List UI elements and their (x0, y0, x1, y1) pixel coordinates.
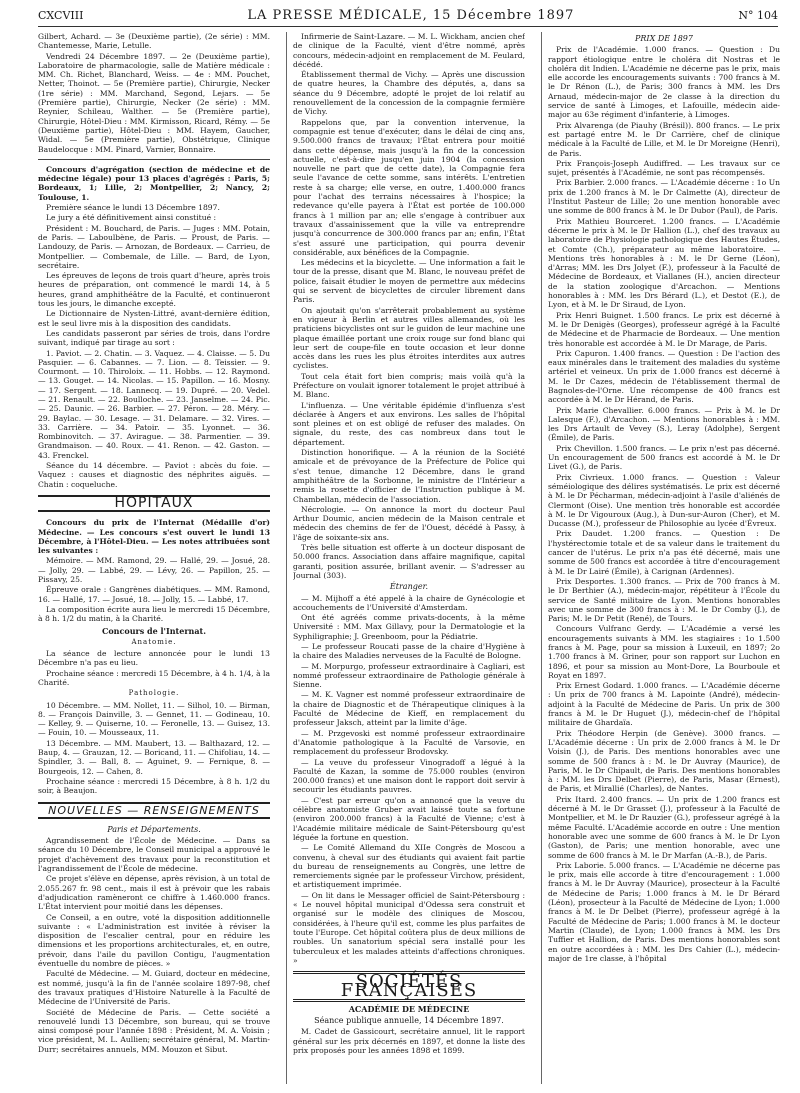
paragraph: — Le professeur Roucati passe de la chaire d'Hygiène à la chaire des Maladies nerveuses de la Faculté de Bologne. (293, 642, 525, 661)
paragraph: Prix Ernest Godard. 1.000 francs. — L'Académie décerne : Un prix de 700 francs à M. Lapointe (André), médecin-adjoint à la Faculté de Médecine de Paris. Un prix de 300 francs à M. le Dr Huguet (J.), médecin-chef de l'hôpital militaire de Ghardaïa. (548, 681, 780, 728)
paragraph: La séance de lecture annoncée pour le lundi 13 Décembre n'a pas eu lieu. (38, 649, 270, 668)
paragraph: — M. Morpurgo, professeur extraordinaire à Cagliari, est nommé professeur extraordinaire de Pathologie générale à Sienne. (293, 661, 525, 690)
paragraph: Prochaine séance : mercredi 15 Décembre, à 8 h. 1/2 du soir, à Beaujon. (38, 776, 270, 796)
subsection-heading: Concours de l'Internat. (101, 625, 207, 636)
paragraph: Prix Itard. 2.400 francs. — Un prix de 1.200 francs est décerné à M. le Dr Grasset (J.), professeur à la Faculté de Montpellier, et M. le Dr Rauzier (G.), professeur agrégé à la même Faculté. L'Académie accorde en outre : Une mention honorable avec une somme de 600 francs à M. le Dr Lyon (Gaston), de Paris; une mention honorable, avec une somme de 600 francs à M. le Dr Marfan (A.-B.), de Paris. (548, 794, 780, 860)
paragraph: Prix Marie Chevallier. 6.000 francs. — Prix à M. le Dr Lalesque (F.), d'Arcachon. — Mentions honorables à : MM. les Drs Artault de Vevey (S.), Leray (Adolphe), Sergent (Émile), de Paris. (548, 405, 780, 443)
paragraph: Ce projet s'élève en dépense, après révision, à un total de 2.055.267 fr. 98 cent., mais il est à prévoir que les rabais d'adjudication ramèneront ce chiffre à 1.460.000 francs. L'État intervient pour moitié dans les dépenses. (38, 874, 270, 912)
subsection-heading: PRIX DE 1897 (635, 34, 693, 43)
paragraph: Prix Daudet. 1.200 francs. — Question : De l'hystérectomie totale et de sa valeur dans le traitement du cancer de l'utérus. Le prix n'a pas été décerné, mais une somme de 500 francs est accordée à titre d'encouragement à M. le Dr Lairé (Émile), à Carignan (Ardennes). (548, 529, 780, 576)
paragraph: 10 Décembre. — MM. Nollet, 11. — Silhol, 10. — Birman, 8. — François Dainville, 3. — Gennet, 11. — Godineau, 10. — Kelley, 9. — Quiserne, 10. — Feronelle, 13. — Guisez, 13. — Fouin, 10. — Mousseaux, 11. (38, 700, 270, 738)
paragraph: Nécrologie. — On annonce la mort du docteur Paul Arthur Doumic, ancien médecin de la Maison centrale et médecin des chemins de fer de l'Ouest, décédé à Passy, à l'âge de soixante-six ans. (293, 504, 525, 542)
paragraph: 1. Paviot. — 2. Chatin. — 3. Vaquez. — 4. Claisse. — 5. Du Pasquier. — 6. Cabannes. — 7. Lion. — 8. Teissier. — 9. Courmont. — 10. Thiroloix. — 11. Hobbs. — 12. Raymond. — 13. Gouget. — 14. Nicolas. — 15. Papillon. — 16. Mosny. — 17. Sergent. — 18. Lannecq. — 19. Dupré. — 20. Vedel. — 21. Renault. — 22. Boulloche. — 23. Janselme. — 24. Pic. — 25. Daunic. — 26. Barbier. — 27. Péron. — 28. Méry. — 29. Baylac. — 30. Lesage. — 31. Delamare. — 32. Vires. — 33. Carrière. — 34. Patoir. — 35. Lyonnet. — 36. Rombinovitch. — 37. Avirague. — 38. Parmentier. — 39. Grandmaison. — 40. Roux. — 41. Renon. — 42. Gaston. — 43. Frenckel. (38, 348, 270, 460)
paragraph: M. Cadet de Gassicourt, secrétaire annuel, lit le rapport général sur les prix décernés en 1897, et donne la liste des prix proposés pour les années 1898 et 1899. (293, 1027, 525, 1055)
paragraph: Prix Mathieu Bourceret. 1.200 francs. — L'Académie décerne le prix à M. le Dr Hallion (L.), chef des travaux au laboratoire de Physiologie pathologique des Hautes Études, et Comte (Ch.), préparateur au même laboratoire. — Mentions très honorables à : M. le Dr Gerne (Léon), d'Arras; MM. les Drs Jolyet (F.), professeur à la Faculté de Médecine de Bordeaux, et Viallanes (H.), ancien directeur de la station zoologique d'Arcachon. — Mentions honorables à : MM. les Drs Bérard (L.), et Destot (E.), de Lyon, et à M. le Dr Siraud, de Lyon. (548, 216, 780, 310)
paragraph: Ce Conseil, a en outre, voté la disposition additionnelle suivante : « L'administration est invitée à réviser la disposition de l'escalier central, pour en réduire les dimensions et les proportions architecturales, et, en outre, prévoir, dans l'aile du pavillon Contigu, l'augmentation éventuelle du nombre de pièces. » (38, 912, 270, 969)
paragraph: Le Dictionnaire de Nysten-Littré, avant-dernière édition, est le seul livre mis à la disposition des candidats. (38, 309, 270, 328)
paragraph: Faculté de Médecine. — M. Guiard, docteur en médecine, est nommé, jusqu'à la fin de l'année scolaire 1897-98, chef des travaux pratiques d'Histoire Naturelle à la Faculté de Médecine de l'Université de Paris. (38, 969, 270, 1007)
divider (38, 159, 270, 160)
paragraph: — M. Przgevoski est nommé professeur extraordinaire d'Anatomie pathologique à la Faculté de Varsovie, en remplacement du professeur Brodovsky. (293, 728, 525, 757)
paragraph: Les épreuves de leçons de trois quart d'heure, après trois heures de préparation, ont commencé le mardi 14, à 5 heures, grand amphithéâtre de la Faculté, et continueront tous les jours, le dimanche excepté. (38, 271, 270, 309)
subsection-heading: Étranger. (389, 582, 429, 592)
paragraph: Première séance le lundi 13 Décembre 1897. (46, 203, 220, 213)
paragraph: Concours Vulfranc Gerdy. — L'Académie a versé les encouragements suivants à MM. les stagiaires : 1o 1.500 francs à M. Page, pour sa mission à Luxeuil, en 1897; 2o 1.700 francs à M. Griner, pour son rapport sur Luchon en 1896, et pour sa mission au Mont-Dore, La Bourboule et Royat en 1897. (548, 624, 780, 680)
paragraph: 13 Décembre. — MM. Maubert, 13. — Balthazard, 12. — Baup, 4. — Grauzan, 12. — Boricand, 11. — Chifoliau, 14. — Spindler, 3. — Ball, 8. — Aguinet, 9. — Fernique, 8. — Bourgeois, 12. — Cahen, 8. (38, 738, 270, 776)
paragraph: L'influenza. — Une véritable épidémie d'influenza s'est déclarée à Angers et aux environs. Les salles de l'hôpital sont pleines et on est obligé de refuser des malades. On signale, du reste, des cas nombreux dans tout le département. (293, 400, 525, 447)
paragraph: Prix Alvarenga (de Piauhy (Brésil)). 800 francs. — Le prix est partagé entre M. le Dr Carrière, chef de clinique médicale à la Faculté de Lille, et M. le Dr Moreigne (Henri), de Paris. (548, 120, 780, 158)
paragraph: Ont été agréés comme privats-docents, à la même Université : MM. Max Gillavy, pour la Dermatologie et la Syphiligraphie; J. Greenboom, pour la Pédiatrie. (293, 613, 525, 641)
column-divider (541, 32, 542, 1084)
paragraph: La composition écrite aura lieu le mercredi 15 Décembre, à 8 h. 1/2 du matin, à la Charité. (38, 604, 270, 624)
paragraph: On ajoutait qu'on s'arrêterait probablement au système en vigueur à Berlin et autres villes allemandes, où les praticiens bicyclistes ont sur le guidon de leur machine une plaque émaillée portant une croix rouge sur fond blanc qui leur sert de coupe-file en toute occasion et leur donne accès dans les rues les plus étroites interdites aux autres cyclistes. (293, 305, 525, 371)
paragraph: Distinction honorifique. — A la réunion de la Société amicale et de prévoyance de la Préfecture de Police qui s'est tenue, dimanche 12 Décembre, dans le grand amphithéâtre de la Sorbonne, le ministre de l'Intérieur a remis la rosette d'officier de l'Instruction publique à M. Chambellan, médecin de l'association. (293, 448, 525, 504)
section-heading: Concours du prix de l'Internat (Médaille d'or) Médecine. — Les concours s'est ouvert le lundi 13 Décembre, à l'Hôtel-Dieu. — Les notes attribuées sont les suivantes : (38, 518, 270, 556)
session-line: Séance publique annuelle, 14 Décembre 1897. (314, 1015, 504, 1025)
column-3 (548, 32, 780, 1082)
paragraph: Vendredi 24 Décembre 1897. — 2e (Deuxième partie), Laboratoire de pharmacologie, salle de Matière médicale : MM. Ch. Richet, Blanchard, Weiss. — 4e : MM. Pouchet, Netter, Thoinot. — 5e (Première partie), Chirurgie, Necker (1re série) : MM. Marchand, Segond, Lejars. — 5e (Première partie), Chirurgie, Necker (2e série) : MM. Reynier, Schileau, Walther. — 5e (Première partie), Chirurgie, Hôtel-Dieu : MM. Kirmisson, Ricard, Rémy. — 5e (Deuxième partie), Hôtel-Dieu : MM. Hayem, Gaucher, Widal. — 5e (Première partie), Obstétrique, Clinique Baudelocque : MM. Pinard, Varnier, Bonnaire. (38, 51, 270, 154)
column-divider (286, 32, 287, 1084)
paragraph: Société de Médecine de Paris. — Cette société a renouvelé lundi 13 Décembre, son bureau, qui se trouve ainsi composé pour l'année 1898 : Président, M. A. Voisin ; vice président, M. L. Aullien; secrétaire général, M. Martin-Durr; secrétaires annuels, MM. Mouzon et Sibut. (38, 1007, 270, 1054)
paragraph: — On lit dans le Messager officiel de Saint-Pétersbourg : « Le nouvel hôpital municipal d'Odessa sera construit et organisé sur le modèle des cliniques de Moscou, considérées, à l'heure qu'il est, comme les plus parfaites de toute l'Europe. Cet hôpital coûtera plus de deux millions de roubles. Un sanatorium spécial sera installé pour les tuberculeux et les malades atteints d'affections chroniques. » (293, 890, 525, 965)
paragraph: Les candidats passeront par séries de trois, dans l'ordre suivant, indiqué par tirage au sort : (38, 328, 270, 348)
paragraph: Prix Desportes. 1.300 francs. — Prix de 700 francs à M. le Dr Berthier (A.), médecin-major, répétiteur à l'École du service de Santé militaire de Lyon. Mentions honorables avec une somme de 300 francs à : M. le Dr Comby (J.), de Paris; M. le Dr Petit (René), de Tours. (548, 576, 780, 624)
paragraph: Rappelons que, par la convention intervenue, la compagnie est tenue d'exécuter, dans le délai de cinq ans, 9.500.000 francs de travaux; l'État entrera pour moitié dans cette dépense, mais jusqu'à la fin de la concession actuelle, c'est-à-dire jusqu'en juin 1904 (la concession nouvelle ne part que de cette date), la Compagnie fera seule l'avance de cette somme, sans intérêts. L'entretien reste à sa charge; elle verse, en outre, 1.400.000 francs pour l'achat des terrains nécessaires à l'hospice; la redevance qu'elle payera à l'État est portée de 100.000 francs à 1 million par an; elle s'engage à contribuer aux travaux d'assainissement que la ville va entreprendre jusqu'à concurrence de 300.000 francs par an; enfin, l'État s'est assuré une participation, qui pourra devenir considérable, aux bénéfices de la Compagnie. (293, 117, 525, 257)
paragraph: Gilbert, Achard. — 3e (Deuxième partie), (2e série) : MM. Chantemesse, Marie, Letulle. (38, 32, 270, 51)
paragraph: Tout cela était fort bien compris; mais voilà qu'à la Préfecture on voulait ignorer totalement le projet attribué à M. Blanc. (293, 371, 525, 400)
subsection-label: Pathologie. (128, 689, 180, 698)
paragraph: Établissement thermal de Vichy. — Après une discussion de quatre heures, la Chambre des députés, a, dans sa séance du 9 Décembre, adopté le projet de loi relatif au renouvellement de la concession de la compagnie fermière de Vichy. (293, 70, 525, 117)
paragraph: Prix Théodore Herpin (de Genève). 3000 francs. — L'Académie décerne : Un prix de 2.000 francs à M. le Dr Voisin (J.), de Paris. Des mentions honorables avec une somme de 500 francs à : M. le Dr Auvray (Maurice), de Paris, M. le Dr Chipault, de Paris. Des mentions honorables à : MM. les Drs Delbet (Pierre), de Paris, Masar (Ernest), de Paris, et Mirallié (Charles), de Nantes. (548, 728, 780, 794)
paragraph: Prix Capuron. 1.400 francs. — Question : De l'action des eaux minérales dans le traitement des maladies du système artériel et veineux. Un prix de 1.000 francs est décerné à M. le Dr Cazes, médecin de l'établissement thermal de Bagnoles-de-l'Orne. Une récompense de 400 francs est accordée à M. le Dr Hérand, de Paris. (548, 348, 780, 405)
column-2 (293, 32, 525, 1082)
paragraph: Président : M. Bouchard, de Paris. — Juges : MM. Potain, de Paris. — Laboulbène, de Paris. — Proust, de Paris. — Landouzy, de Paris. — Arnozan, de Bordeaux. — Carrieu, de Montpellier. — Combemale, de Lille. — Bard, de Lyon, secrétaire. (38, 223, 270, 270)
paragraph: Mémoire. — MM. Ramond, 29. — Hallé, 29. — Josué, 28. — Jolly, 29. — Labbé, 29. — Lévy, 26. — Papillon, 25. — Pissavy, 25. (38, 556, 270, 585)
paragraph: Très belle situation est offerte à un docteur disposant de 50.000 francs. Association dans affaire magnifique, capital garanti, position assurée, brillant avenir. — S'adresser au Journal (303). (293, 543, 525, 580)
paragraph: Séance du 14 décembre. — Paviot : abcès du foie. — Vaquez : causes et diagnostic des néphrites aiguës. — Chatin : coqueluche. (38, 461, 270, 489)
section-heading: Concours d'agrégation (section de médecine et de médecine légale) pour 13 places d'agrégés : Paris, 5; Bordeaux, 1; Lille, 2; Montpellier, 2; Nancy, 2; Toulouse, 1. (38, 164, 270, 202)
paragraph: — C'est par erreur qu'on a annoncé que la veuve du célèbre anatomiste Gruber avait laissé toute sa fortune (environ 200.000 francs) à la Faculté de Vienne; c'est à l'Académie militaire médicale de Saint-Pétersbourg qu'est léguée la fortune en question. (293, 795, 525, 842)
paragraph: Prix François-Joseph Audiffred. — Les travaux sur ce sujet, présentés à l'Académie, ne sont pas récompensés. (548, 158, 780, 178)
section-title-societes: SOCIÉTÉS FRANÇAISES (293, 971, 525, 1002)
paragraph: Le jury a été définitivement ainsi constitué : (46, 213, 217, 223)
paragraph: Épreuve orale : Gangrènes diabétiques. — MM. Ramond, 16. — Hallé, 17. — Josué, 18. — Jolly, 15. — Labbé, 17. (38, 585, 270, 604)
paragraph: Infirmerie de Saint-Lazare. — M. L. Wickham, ancien chef de clinique de la Faculté, vient d'être nommé, après concours, médecin-adjoint en remplacement de M. Feulard, décédé. (293, 32, 525, 69)
paragraph: Prochaine séance : mercredi 15 Décembre, à 4 h. 1/4, à la Charité. (38, 668, 270, 687)
subsection-label: Anatomie. (131, 637, 177, 646)
paragraph: Prix Civrieux. 1.000 francs. — Question : Valeur séméiologique des délires systématisés. Le prix est décerné à M. le Dr Pécharman, médecin-adjoint à l'asile d'aliénés de Clermont (Oise). Une mention très honorable est accordée à M. le Dr Vigouroux (Aug.), à Dun-sur-Auron (Cher), et M. Ducasse (M.), professeur de Philosophie au lycée d'Évreux. (548, 472, 780, 529)
journal-title: LA PRESSE MÉDICALE, 15 Décembre 1897 (247, 8, 575, 23)
paragraph: Prix Laborie. 5.000 francs. — L'Académie ne décerne pas le prix, mais elle accorde à titre d'encouragement : 1.000 francs à M. le Dr Auvray (Maurice), prosecteur à la Faculté de Médecine de Paris; 1.000 francs à M. le Dr Bérard (Léon), prosecteur à la Faculté de Médecine de Lyon; 1.000 francs à M. le Dr Delbet (Pierre), professeur agrégé à la Faculté de Médecine de Paris; 1.000 francs à M. le docteur Martin (Claude), de Lyon; 1.000 francs à MM. les Drs Tuffier et Hallion, de Paris. Des mentions honorables sont en outre accordées à : MM. les Drs Cahier (L.), médecin-major de 1re classe, à l'hôpital (548, 860, 780, 963)
paragraph: Prix Henri Buignet. 1.500 francs. Le prix est décerné à M. le Dr Denigès (Georges), professeur agrégé à la Faculté de Médecine et de Pharmacie de Bordeaux. — Une mention très honorable est accordée à M. le Dr Marage, de Paris. (548, 310, 780, 348)
paragraph: — La veuve du professeur Vinogradoff a légué à la Faculté de Kazan, la somme de 75.000 roubles (environ 200.000 francs) et une maison dont le rapport doit servir à secourir les étudiants pauvres. (293, 757, 525, 795)
section-title-hopitaux: HOPITAUX (38, 495, 270, 512)
subsection-heading: Paris et Départements. (107, 824, 201, 834)
paragraph: — Le Comité Allemand du XIIe Congrès de Moscou a convenu, à cheval sur des étudiants qui avaient fait partie du bureau de renseignements au Congrès, une lettre de remerciements signée par le professeur Virchow, président, et artistiquement imprimée. (293, 843, 525, 890)
issue-number: N° 104 (738, 9, 778, 22)
page-number: CXCVIII (38, 9, 84, 22)
paragraph: Agrandissement de l'École de Médecine. — Dans sa séance du 10 Décembre, le Conseil municipal a approuvé le projet d'achèvement des travaux pour la reconstitution et l'agrandissement de l'École de médecine. (38, 836, 270, 874)
section-title-nouvelles: NOUVELLES — RENSEIGNEMENTS (38, 802, 270, 819)
page-header (38, 8, 778, 27)
paragraph: Les médecins et la bicyclette. — Une information a fait le tour de la presse, disant que M. Blanc, le nouveau préfet de police, faisait étudier le moyen de permettre aux médecins qui se servent de bicyclettes de circuler librement dans Paris. (293, 258, 525, 305)
paragraph: Prix Chevillon. 1.500 francs. — Le prix n'est pas décerné. Un encouragement de 500 francs est accordé à M. le Dr Livet (G.), de Paris. (548, 443, 780, 472)
column-1 (38, 32, 270, 1082)
paragraph: Prix Barbier. 2.000 francs. — L'Académie décerne : 1o Un prix de 1.200 francs à M. le Dr Calmette (A), directeur de l'Institut Pasteur de Lille; 2o une mention honorable avec une somme de 800 francs à M. le Dr Dubor (Paul), de Paris. (548, 178, 780, 216)
paragraph: Prix de l'Académie. 1.000 francs. — Question : Du rapport étiologique entre le choléra dit Nostras et le choléra dit Indien. L'Académie ne décerne pas le prix, mais elle accorde les encouragements suivants : 700 francs à M. le Dr Rénon (L.), de Paris; 300 francs à MM. les Drs Arnaud, médecin-major de 2e classe à la direction du service de santé à Limoges, et Lafouille, médecin aide-major au 63e régiment d'infanterie, à Limoges. (548, 45, 780, 120)
subsection-heading: ACADÉMIE DE MÉDECINE (348, 1003, 470, 1014)
paragraph: — M. Mijhoff a été appelé à la chaire de Gynécologie et accouchements de l'Université d'Amsterdam. (293, 593, 525, 612)
paragraph: — M. K. Vagner est nommé professeur extraordinaire de la chaire de Diagnostic et de Thérapeutique cliniques à la Faculté de Médecine de Kieff, en remplacement du professeur Jaksch, atteint par la limite d'âge. (293, 690, 525, 728)
